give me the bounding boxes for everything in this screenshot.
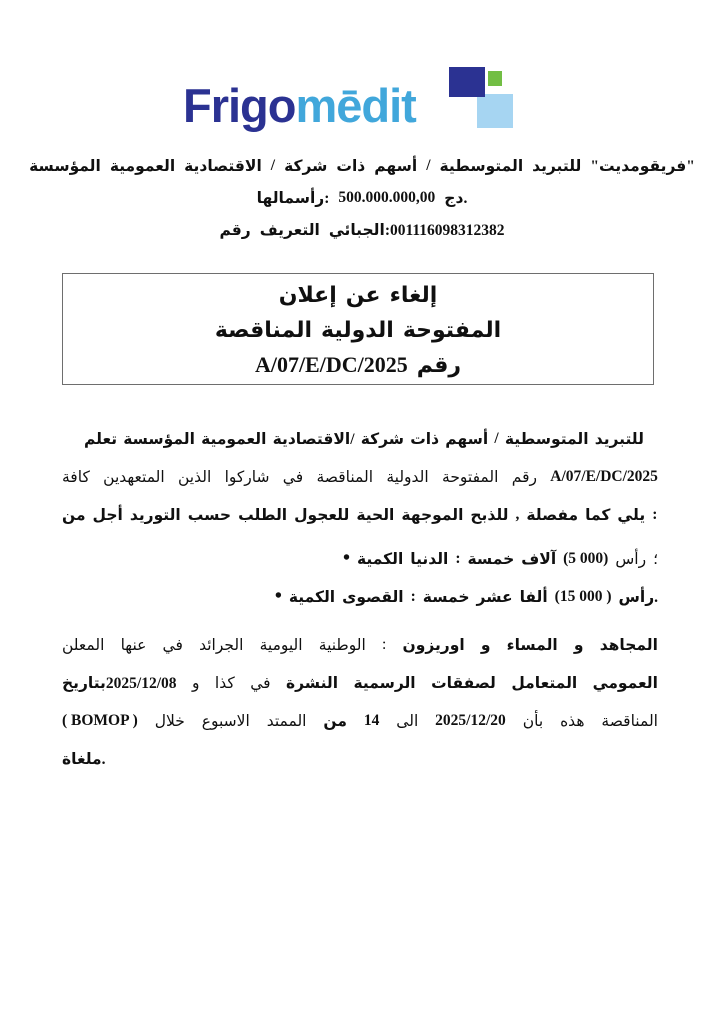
body-line [62,420,658,458]
word: للعجول [294,506,350,524]
notice-box [62,273,654,385]
word: القصوى [342,588,404,606]
word: و [480,636,491,654]
word: الكمية [357,550,404,568]
word: العمومية [109,157,176,175]
bullet-marker: • [274,585,282,607]
word: رأسمالها: [256,189,330,207]
logo-text-medit: mēdit [295,79,416,132]
word: في [162,636,183,654]
word: عشر [476,588,513,606]
word: العمومي [592,674,658,692]
word: ألفا [519,588,548,606]
word: خمسة [467,550,515,568]
word: الاقتصادية [184,157,262,175]
word: هذه [560,712,585,730]
word: رقم [416,351,462,377]
word: أسهم [445,430,489,448]
word: شركة [360,430,405,448]
word: المعلن [62,636,105,654]
word: للتبريد [532,157,582,175]
word: الجبائي:‎001116098312382 [328,221,505,239]
word: ملغاة. [62,750,106,768]
word: : [381,636,387,653]
word: المتوسطية [504,430,589,448]
word: (5 000) [563,550,609,567]
word: اليومية [259,636,303,654]
logo-square-dark-icon [449,67,485,97]
body-line [62,496,658,534]
word: دج. [444,189,468,207]
word: المؤسسة [123,430,195,448]
announcement-body [62,420,658,778]
body-line [62,664,658,702]
word: رأس. [618,588,658,606]
word: اوريزون [402,636,465,654]
word: : [410,588,416,605]
word: المناقصة [601,712,658,730]
word: المفتوحة [442,468,499,486]
word: في [282,468,304,486]
word: خمسة [422,588,470,606]
word: المتعهدين [103,468,165,486]
word: رأس [615,550,647,568]
word: المساء [506,636,558,654]
word: الحية [356,506,395,524]
word: ذات [336,157,366,175]
word: الجرائد [199,636,244,654]
word: A/07/E/DC/2025 [254,351,408,377]
header-line [0,150,724,182]
word: ( BOMOP ) [62,712,138,729]
word: الوطنية [318,636,366,654]
word: للذبح [470,506,509,524]
notice-title-line [63,347,653,382]
word: من [62,506,86,524]
word: المتوسطية [439,157,524,175]
word: , [515,506,520,523]
word: عن [345,281,381,307]
word: (15 000 ) [554,588,612,605]
word: المناقصة [316,468,374,486]
word: الدولية [321,316,394,342]
word: / [426,157,431,174]
word: يلي [617,506,646,524]
word: A/07/E/DC/2025 [550,468,658,485]
word: الدنيا [410,550,449,568]
word: كذا [214,674,235,692]
notice-title-line [63,277,653,312]
bullet-marker: • [343,547,351,569]
word: العمومية [201,430,267,448]
word: تعلم [84,430,118,448]
word: بتاريخ‎2025/12/08 [62,674,177,692]
word: شاركوا [224,468,270,486]
logo-wordmark [183,79,416,132]
word: المتعامل [511,674,578,692]
body-line [62,702,658,740]
word: الاقتصادية/ [272,430,355,448]
word: 500.000.000,00 [338,189,436,206]
word: الموجهة [401,506,464,524]
word: : [652,506,658,523]
word: رقم [219,221,251,239]
word: الرسمية [353,674,416,692]
word: حسب [187,506,232,524]
word: كما [585,506,611,524]
word: / [494,430,499,447]
word: الدولية [386,468,429,486]
word: عنها [120,636,147,654]
body-line [62,578,658,616]
body-line [62,740,658,778]
word: آلاف [521,550,557,568]
word: في [250,674,271,692]
word: ذات [410,430,440,448]
word: أجل [92,506,123,524]
word: 2025/12/20 [435,712,506,729]
word: الاسبوع [201,712,250,730]
word: التوريد [129,506,181,524]
logo-square-green-icon [488,71,502,86]
word: و [573,636,584,654]
word: لصفقات [431,674,496,692]
word: 14 [363,712,380,729]
word: الممتد [266,712,307,730]
word: التعريف [259,221,320,239]
word: و [191,674,200,692]
body-line [62,458,658,496]
word: المفتوحة [402,316,502,342]
word: للتبريد [594,430,644,448]
notice-title-line [63,312,653,347]
word: أسهم [374,157,418,175]
body-line [62,540,658,578]
word: من [323,712,347,730]
word: المناقصة [214,316,313,342]
word: / [270,157,276,174]
body-line [62,626,658,664]
word: الذين [178,468,212,486]
word: المؤسسة [29,157,101,175]
company-logo [183,58,543,136]
header-line [0,214,724,246]
word: المجاهد [599,636,658,654]
word: خلال [154,712,185,730]
word: كافة [62,468,90,486]
word: مفصلة [526,506,579,524]
company-header [0,150,724,246]
word: الكمية [288,588,336,606]
word: شركة [284,157,328,175]
word: "فريقومديت" [590,157,695,175]
word: رقم [511,468,537,486]
logo-text-frigo: Frigo [183,79,296,132]
word: ؛ [653,550,658,568]
word: الطلب [238,506,288,524]
word: إلغاء [389,281,438,307]
word: إعلان [278,281,337,307]
word: : [455,550,461,567]
header-line [0,182,724,214]
word: الى [396,712,419,730]
logo-square-light-icon [477,94,513,128]
word: النشرة [286,674,339,692]
word: بأن [522,712,544,730]
